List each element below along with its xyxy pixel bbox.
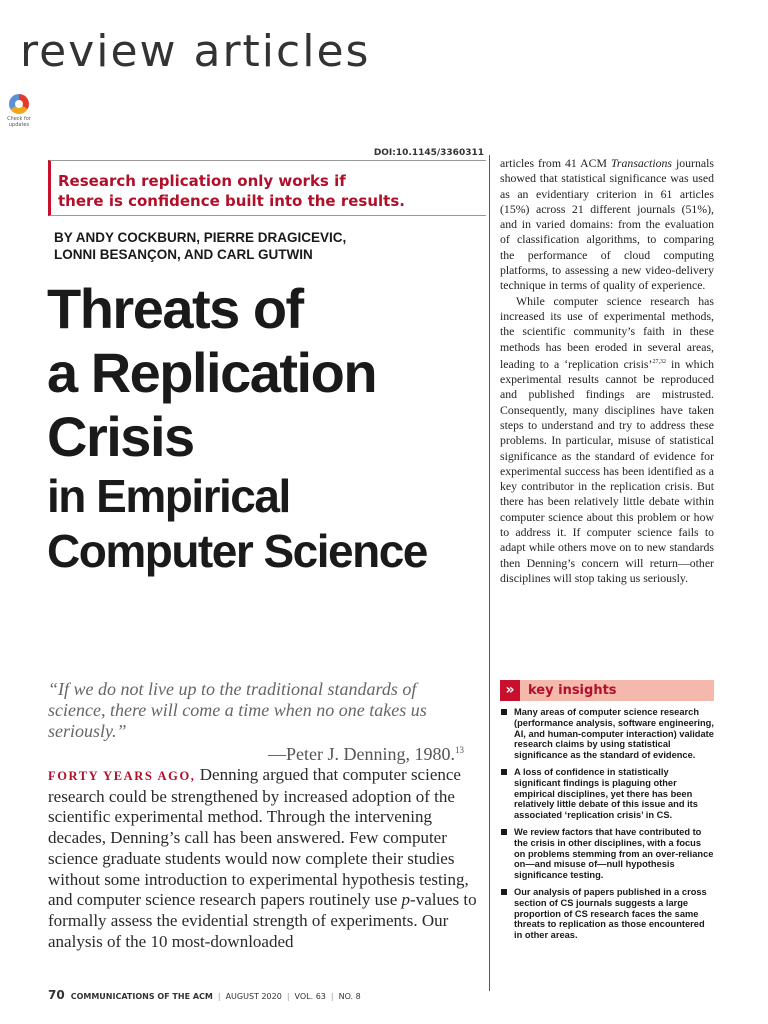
- volume: VOL. 63: [294, 992, 326, 1001]
- bullet-square-icon: [501, 889, 507, 895]
- body-italic: Transactions: [611, 156, 672, 170]
- teaser: [48, 160, 486, 216]
- check-for-updates-badge[interactable]: [6, 94, 32, 128]
- lead-italic: p: [401, 890, 411, 910]
- page-number: 70: [48, 988, 65, 1002]
- headline-subline: Computer Science: [47, 525, 427, 577]
- journal-name: COMMUNICATIONS OF THE ACM: [70, 992, 213, 1001]
- body-text: articles from 41 ACM: [500, 156, 612, 170]
- article-headline: [47, 277, 427, 579]
- author-line: BY ANDY COCKBURN, PIERRE DRAGICEVIC,: [54, 230, 347, 245]
- body-paragraph: [500, 156, 714, 294]
- body-text: While computer science research has increased its use of experimental methods, the scientific community’s faith in these methods has been eroded in several areas, leading to a ‘replication crisis’: [500, 293, 714, 371]
- lead-paragraph: [48, 765, 488, 952]
- reference-marker: 27,32: [652, 358, 666, 365]
- insight-item: [500, 707, 714, 761]
- author-line: LONNI BESANÇON, AND CARL GUTWIN: [54, 247, 313, 262]
- attribution-text: —Peter J. Denning, 1980.: [268, 744, 455, 764]
- body-text: in which experimental results cannot be reproduced and published findings are mistrusted. Consequently, many disciplines have taken steps to understand and try to address these problems. In particular, misuse of statistical significance as the standard of evidence for experimental success has been identified as a key contributor in the replication crisis. But there has been relatively little debate within computer science about this problem or how to address it. If computer science fails to adapt while others move on to new standards then Denning’s concern will return—other disciplines will stop taking us seriously.: [500, 356, 714, 585]
- bullet-square-icon: [501, 829, 507, 835]
- insight-text: We review factors that have contributed to the crisis in other disciplines, with a focus on problems stemming from an over-reliance on—and misuse of—null hypothesis significance testing.: [514, 826, 714, 881]
- separator: |: [330, 992, 334, 1001]
- headline-line: a Replication: [47, 341, 377, 404]
- insight-text: Our analysis of papers published in a cross section of CS journals suggests a large proportion of CS research faces the same threats to replication as those encountered in other areas.: [514, 886, 707, 941]
- check-updates-label: Check for updates: [7, 116, 31, 128]
- doi: DOI:10.1145/3360311: [373, 148, 484, 158]
- section-title: review articles: [20, 26, 371, 77]
- page-footer: [48, 988, 361, 1002]
- double-chevron-icon: »: [500, 680, 520, 701]
- epigraph-quote: “If we do not live up to the traditional standards of science, there will come a time when no one takes us seriously.”: [48, 679, 427, 741]
- bullet-square-icon: [501, 709, 507, 715]
- key-insights-box: [500, 680, 714, 947]
- body-paragraph: [500, 294, 714, 587]
- reference-marker: 13: [454, 745, 464, 755]
- column-divider: [489, 155, 490, 991]
- issue-date: AUGUST 2020: [225, 992, 282, 1001]
- lead-smallcaps: FORTY YEARS AGO,: [48, 769, 196, 783]
- check-updates-icon: [9, 94, 29, 114]
- separator: |: [286, 992, 290, 1001]
- headline-subline: in Empirical: [47, 470, 290, 522]
- teaser-line: Research replication only works if: [58, 172, 346, 190]
- issue-number: NO. 8: [338, 992, 361, 1001]
- insight-text: A loss of confidence in statistically significant findings is plaguing other empirical disciplines, yet there has been relatively little debate of this issue and its associated ‘replication crisis’ in CS.: [514, 766, 698, 821]
- author-byline: [54, 229, 486, 263]
- insight-item: [500, 767, 714, 821]
- separator: |: [217, 992, 221, 1001]
- bullet-square-icon: [501, 769, 507, 775]
- body-text: journals showed that statistical significance was used as an evidentiary criterion in 61 articles (15%) across 21 different journals (51%), and in varied domains: from the evaluation of classification algorithms, to comparing the performance of cloud computing platforms, to assessing a new video-delivery technique in terms of quality of experience.: [500, 156, 714, 293]
- key-insights-header: [500, 680, 714, 701]
- right-column-text: [500, 156, 714, 586]
- key-insights-label: key insights: [528, 683, 617, 698]
- headline-line: Crisis: [47, 405, 194, 468]
- insight-item: [500, 827, 714, 881]
- lead-text: -values to formally assess the evidential strength of experiments. Our analysis of the 10 most-downloaded: [48, 890, 477, 951]
- insight-text: Many areas of computer science research (performance analysis, software engineering, AI, and human-computer interaction) validate research claims by using statistical significance as the standard of evidence.: [514, 707, 714, 761]
- epigraph-attribution: [268, 740, 488, 765]
- key-insights-list: [500, 707, 714, 941]
- headline-line: Threats of: [47, 277, 303, 340]
- lead-text: Denning argued that computer science research could be strengthened by increased adoption of the scientific experimental method. Through the intervening decades, Denning’s call has been answered. Few computer science graduate students would now complete their studies without some introduction to experimental hypothesis testing, and computer science research papers routinely use: [48, 765, 469, 910]
- insight-item: [500, 887, 714, 941]
- teaser-line: there is confidence built into the results.: [58, 192, 405, 210]
